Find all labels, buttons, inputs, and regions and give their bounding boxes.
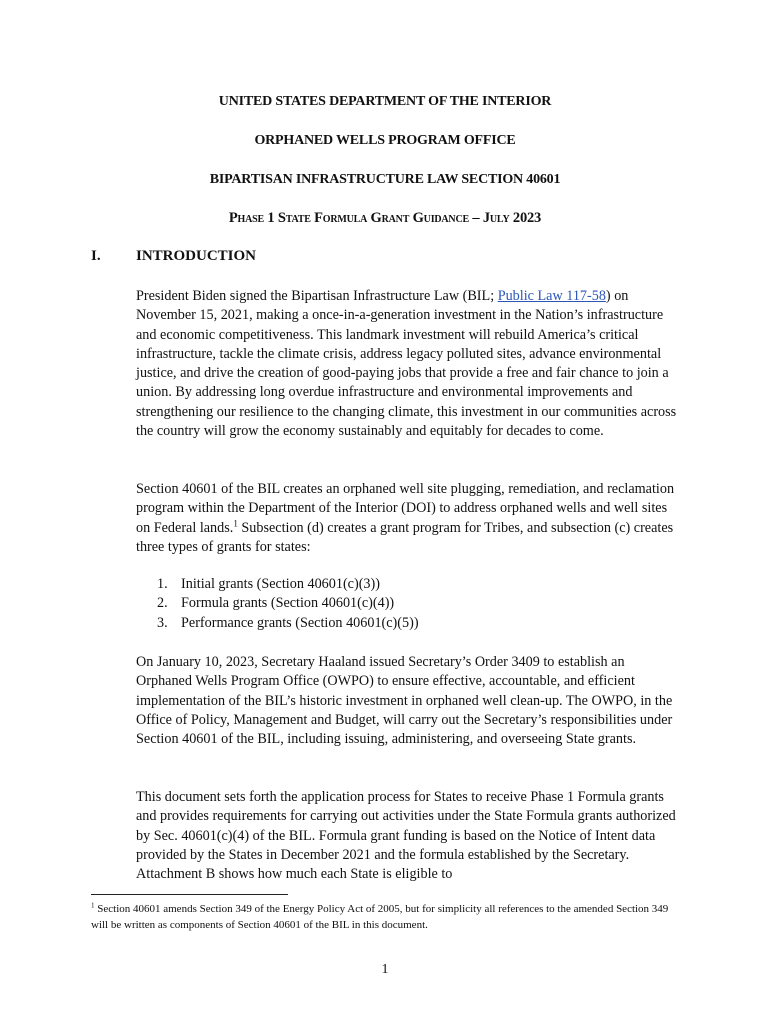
footnote	[91, 902, 681, 933]
intro-paragraph-4: This document sets forth the application process for States to receive Phase 1 Formula grants and provides requirements for carrying out activities under the State Formula grants authorized by Sec. 40601(c)(4) of the BIL. Formula grant funding is based on the Notice of Intent data provided by the States in December 2021 and the formula established by the Secretary. Attachment B shows how much each State is eligible to	[136, 789, 676, 883]
grant-types-list	[157, 575, 419, 633]
footnote-reference[interactable]: 1	[233, 517, 238, 528]
list-item-number: 1.	[157, 576, 168, 592]
department-heading: UNITED STATES DEPARTMENT OF THE INTERIOR	[218, 94, 552, 109]
page-number: 1	[381, 962, 389, 977]
p2-text-start: Section 40601 of the BIL creates an orphaned well site plugging, remediation, and reclamation program within the Department of the Interior (DOI) to address orphaned wells and well sites on Federal lands.	[136, 481, 675, 536]
p1-text-end: ) on November 15, 2021, making a once-in-a-generation investment in the Nation’s infrastructure and economic competitiveness. This landmark investment will rebuild America’s critical infrastructure, tackle the climate crisis, address legacy polluted sites, advance environmental justice, and drive the creation of good-paying jobs that provide a free and fair chance to join a union. By addressing long overdue infrastructure and environmental improvements and strengthening our resilience to the changing climate, this investment in our communities across the country will grow the economy sustainably and equitably for decades to come.	[136, 288, 677, 440]
law-heading: BIPARTISAN INFRASTRUCTURE LAW SECTION 40601	[209, 172, 561, 187]
list-item-number: 2.	[157, 595, 168, 612]
office-heading: ORPHANED WELLS PROGRAM OFFICE	[254, 133, 516, 148]
intro-paragraph-1	[136, 287, 684, 441]
intro-paragraph-2	[136, 480, 684, 557]
list-item-text: Initial grants (Section 40601(c)(3))	[181, 576, 380, 592]
section-title: INTRODUCTION	[136, 248, 257, 264]
list-item	[157, 614, 419, 633]
section-number: I.	[91, 248, 101, 264]
p1-text-start: President Biden signed the Bipartisan Infrastructure Law (BIL;	[136, 288, 498, 304]
list-item	[157, 594, 419, 613]
footnote-marker: 1	[91, 901, 95, 910]
p2-text-end: Subsection (d) creates a grant program for Tribes, and subsection (c) creates three types of grants for states:	[136, 519, 674, 555]
list-item-text: Performance grants (Section 40601(c)(5))	[181, 614, 419, 631]
footnote-text: Section 40601 amends Section 349 of the Energy Policy Act of 2005, but for simplicity all references to the amended Section 349 will be written as components of Section 40601 of the BIL in this document.	[91, 903, 669, 931]
public-law-link[interactable]: Public Law 117-58	[497, 288, 606, 304]
list-item	[157, 575, 419, 594]
list-item-text: Formula grants (Section 40601(c)(4))	[181, 595, 395, 612]
list-item-number: 3.	[157, 614, 168, 631]
intro-paragraph-3: On January 10, 2023, Secretary Haaland issued Secretary’s Order 3409 to establish an Orphaned Wells Program Office (OWPO) to ensure effective, accountable, and efficient implementation of the BIL’s historic investment in orphaned well clean-up. The OWPO, in the Office of Policy, Management and Budget, will carry out the Secretary’s responsibilities under Section 40601 of the BIL, including issuing, administering, and overseeing State grants.	[136, 654, 673, 748]
footnote-divider	[91, 894, 288, 895]
guidance-heading: Phase 1 State Formula Grant Guidance – July 2023	[228, 210, 542, 226]
